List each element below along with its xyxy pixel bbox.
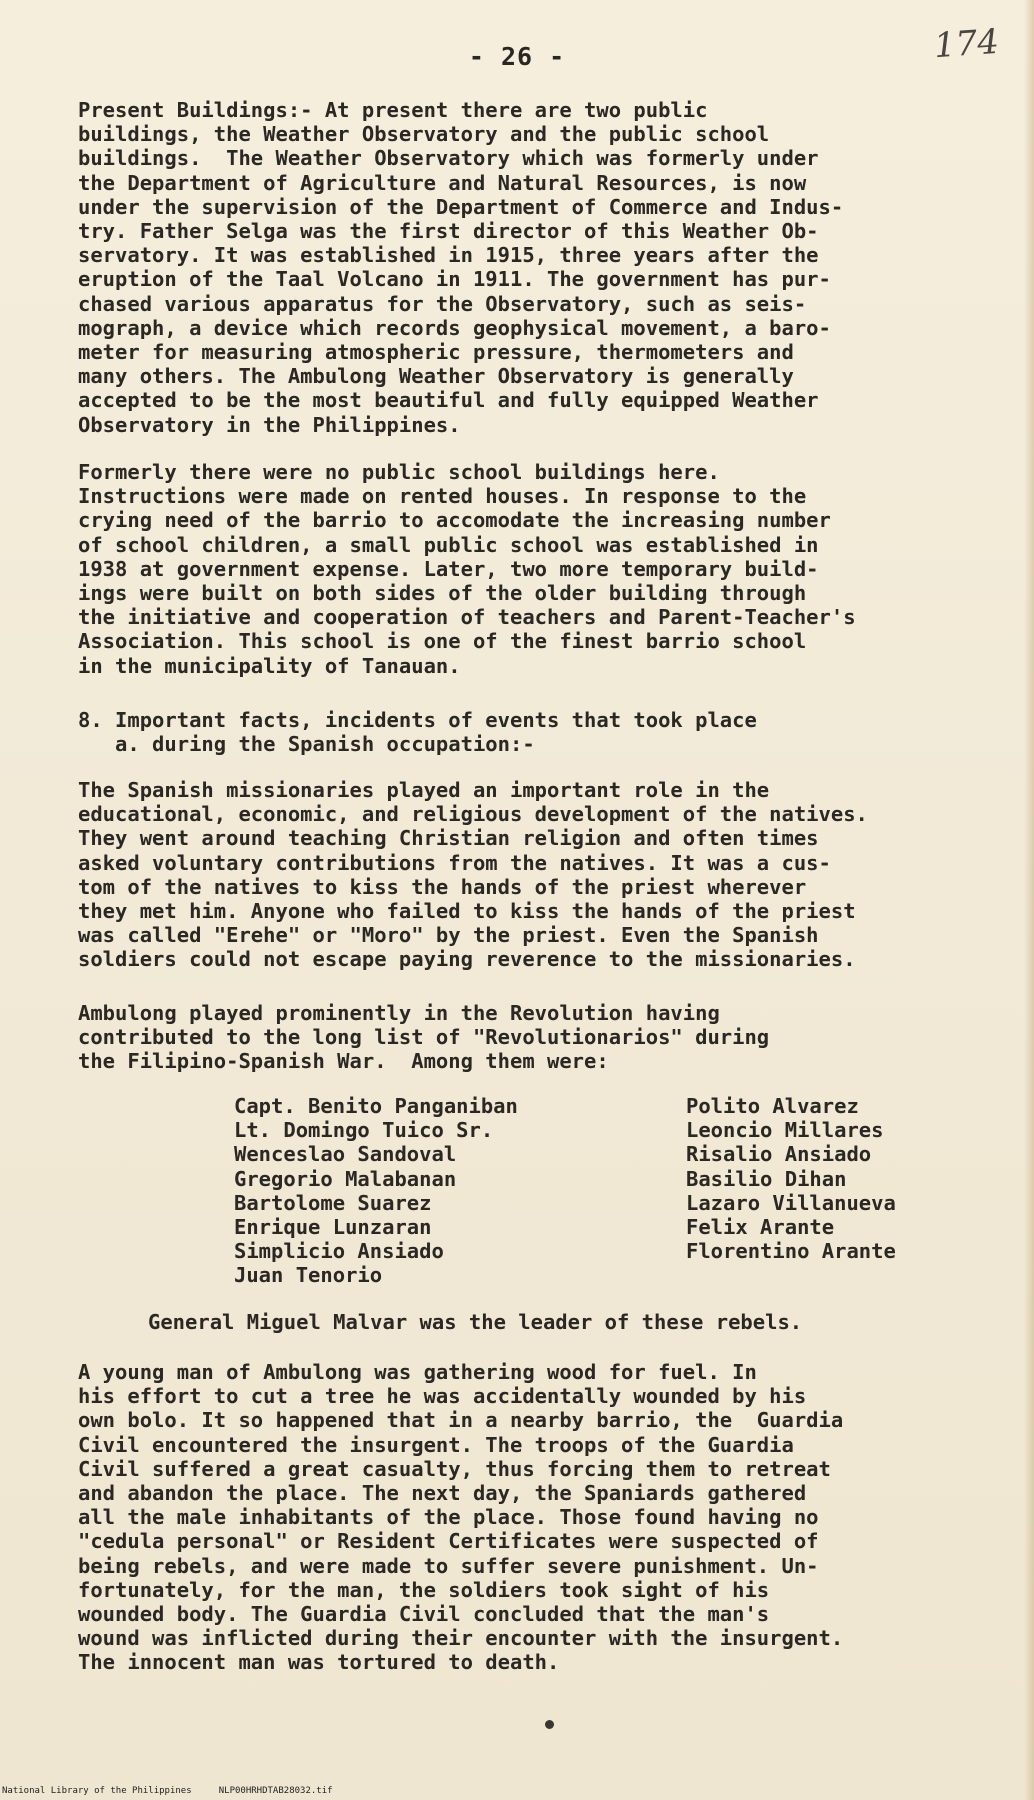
handwritten-page-number: 174 [932, 21, 1001, 67]
revolutionarios-column-1 [234, 1094, 518, 1288]
list-item: Gregorio Malabanan [234, 1166, 457, 1191]
footer-file-id: NLP00HRHDTAB28032.tif [218, 1786, 333, 1796]
list-item: Risalio Ansiado [686, 1142, 872, 1167]
list-item: Wenceslao Sandoval [234, 1142, 457, 1167]
list-item: Juan Tenorio [234, 1263, 383, 1288]
list-item: Felix Arante [686, 1215, 835, 1240]
paragraph-school-buildings: Formerly there were no public school buildings here. Instructions were made on rented houses. In response to the crying need of the barrio to accomodate the increasing number of school children, a small public school was established in 1938 at government expense. Later, two more temporary build- ings were built on both sides of the older building through the initiative and cooperation of teachers and Parent-Teacher's Association. This school is one of the finest barrio school in the municipality of Tanauan. [78, 460, 856, 678]
ink-dot [545, 1720, 554, 1729]
paragraph-young-man: A young man of Ambulong was gathering wood for fuel. In his effort to cut a tree he was accidentally wounded by his own bolo. It so happened that in a nearby barrio, the Guardia Civil encountered the insurgent. The troops of the Guardia Civil suffered a great casualty, thus forcing them to retreat and abandon the place. The next day, the Spaniards gathered all the male inhabitants of the place. Those found having no "cedula personal" or Resident Certificates were suspected of being rebels, and were made to suffer severe punishment. Un- fortunately, for the man, the soldiers took sight of his wounded body. The Guardia Civil concluded that the man's wound was inflicted during their encounter with the insurgent. The innocent man was tortured to death. [78, 1360, 844, 1675]
list-item: Simplicio Ansiado [234, 1239, 444, 1264]
list-item: Capt. Benito Panganiban [234, 1094, 518, 1118]
list-item: Florentino Arante [686, 1239, 896, 1264]
revolutionarios-column-2 [686, 1094, 896, 1263]
footer-library: National Library of the Philippines [2, 1786, 192, 1796]
list-item: Polito Alvarez [686, 1094, 859, 1118]
list-item: Enrique Lunzaran [234, 1215, 432, 1240]
page-number: - 26 - [468, 42, 566, 71]
list-item: Leoncio Millares [686, 1118, 884, 1143]
page-edge-shadow [1024, 0, 1034, 1800]
paragraph-spanish-missionaries: The Spanish missionaries played an important role in the educational, economic, and religious development of the natives. They went around teaching Christian religion and often times asked voluntary contributions from the natives. It was a cus- tom of the natives to kiss the hands of the priest wherever they met him. Anyone who failed to kiss the hands of the priest was called "Erehe" or "Moro" by the priest. Even the Spanish soldiers could not escape paying reverence to the missionaries. [78, 778, 868, 972]
paragraph-present-buildings: Present Buildings:- At present there are two public buildings, the Weather Observatory and the public school buildings. The Weather Observatory which was formerly under the Department of Agriculture and Natural Resources, is now under the supervision of the Department of Commerce and Indus- try. Father Selga was the first director of this Weather Ob- servatory. It was established in 1915, three years after the eruption of the Taal Volcano in 1911. The government has pur- chased various apparatus for the Observatory, such as seis- mograph, a device which records geophysical movement, a baro- meter for measuring atmospheric pressure, thermometers and many others. The Ambulong Weather Observatory is generally accepted to be the most beautiful and fully equipped Weather Observatory in the Philippines. [78, 98, 844, 437]
list-item: Lt. Domingo Tuico Sr. [234, 1118, 494, 1143]
list-item: Basilio Dihan [686, 1166, 847, 1191]
scan-footer [2, 1786, 333, 1796]
heading-important-facts: 8. Important facts, incidents of events that took place a. during the Spanish occupation:- [78, 708, 757, 757]
list-item: Bartolome Suarez [234, 1190, 432, 1215]
paragraph-revolution: Ambulong played prominently in the Revolution having contributed to the long list of "Revolutionarios" during the Filipino-Spanish War. Among them were: [78, 1001, 770, 1074]
paragraph-leader: General Miguel Malvar was the leader of these rebels. [148, 1310, 803, 1334]
list-item: Lazaro Villanueva [686, 1190, 896, 1215]
